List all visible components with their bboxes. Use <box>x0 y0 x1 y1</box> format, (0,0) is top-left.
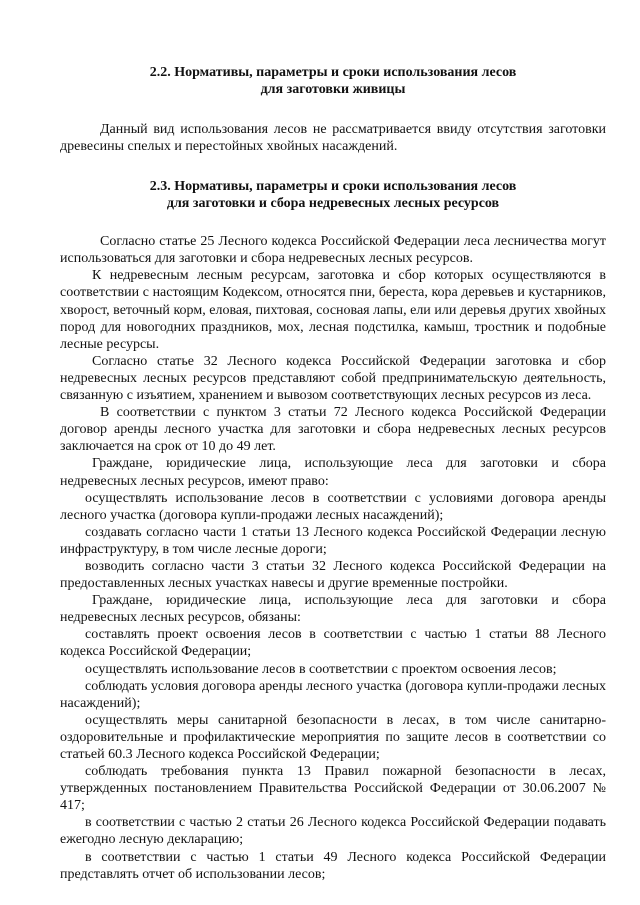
section-2-3-body <box>60 233 606 883</box>
section-2-2-title <box>60 0 606 98</box>
paragraph: соблюдать условия договора аренды лесного участка (договора купли-продажи лесных насаждений); <box>60 678 606 711</box>
paragraph: В соответствии с пунктом 3 статьи 72 Лесного кодекса Российской Федерации договор аренды лесного участка для заготовки и сбора недревесных лесных ресурсов заключается на срок от 10 до 49 лет. <box>60 405 606 455</box>
paragraph: в соответствии с частью 1 статьи 49 Лесного кодекса Российской Федерации представлять отчет об использовании лесов; <box>60 849 606 882</box>
paragraph: в соответствии с частью 2 статьи 26 Лесного кодекса Российской Федерации подавать ежегодно лесную декларацию; <box>60 815 606 848</box>
paragraph: К недревесным лесным ресурсам, заготовка и сбор которых осуществляются в соответствии с настоящим Кодексом, относятся пни, береста, кора деревьев и кустарников, хворост, веточный корм, еловая, пихтовая, сосновая лапы, ели или деревья других хвойных пород для новогодних праздников, мох, лесная подстилка, камыш, тростник и подобные лесные ресурсы. <box>60 268 606 352</box>
paragraph: осуществлять использование лесов в соответствии с проектом освоения лесов; <box>85 661 557 677</box>
paragraph: составлять проект освоения лесов в соответствии с частью 1 статьи 88 Лесного кодекса Российской Федерации; <box>60 627 606 660</box>
section-2-3-title-line2: для заготовки и сбора недревесных лесных ресурсов <box>166 196 500 212</box>
paragraph: Граждане, юридические лица, использующие леса для заготовки и сбора недревесных лесных ресурсов, обязаны: <box>60 593 606 626</box>
section-2-2-title-line1: 2.2. Нормативы, параметры и сроки использования лесов <box>149 65 517 80</box>
paragraph: возводить согласно части 3 статьи 32 Лесного кодекса Российской Федерации на предоставленных лесных участках навесы и другие временные постройки. <box>60 558 606 592</box>
paragraph: соблюдать требования пункта 13 Правил пожарной безопасности в лесах, утвержденных постановлением Правительства Российской Федерации от 30.06.2007 № 417; <box>60 764 606 814</box>
paragraph: осуществлять меры санитарной безопасности в лесах, в том числе санитарно-оздоровительные и профилактические мероприятия по защите лесов в соответствии со статьей 60.3 Лесного кодекса Российской Федерации; <box>60 712 606 762</box>
section-2-2-paragraph: Данный вид использования лесов не рассматривается ввиду отсутствия заготовки древесины спелых и перестойных хвойных насаждений. <box>60 122 606 155</box>
paragraph: создавать согласно части 1 статьи 13 Лесного кодекса Российской Федерации лесную инфраструктуру, в том числе лесные дороги; <box>60 524 606 557</box>
paragraph: осуществлять использование лесов в соответствии с условиями договора аренды лесного участка (договора купли-продажи лесных насаждений); <box>60 490 606 523</box>
section-2-3-title-line1: 2.3. Нормативы, параметры и сроки использования лесов <box>149 179 517 195</box>
paragraph: Граждане, юридические лица, использующие леса для заготовки и сбора недревесных лесных ресурсов, имеют право: <box>60 456 606 489</box>
section-2-3-title <box>60 178 606 212</box>
paragraph: Согласно статье 25 Лесного кодекса Российской Федерации леса лесничества могут использоваться для заготовки и сбора недревесных лесных ресурсов. <box>60 234 606 267</box>
paragraph: Согласно статье 32 Лесного кодекса Российской Федерации заготовка и сбор недревесных лесных ресурсов представляют собой предпринимательскую деятельность, связанную с изъятием, хранением и вывозом соответствующих лесных ресурсов из леса. <box>60 353 606 404</box>
section-2-2-title-line2: для заготовки живицы <box>260 82 406 97</box>
